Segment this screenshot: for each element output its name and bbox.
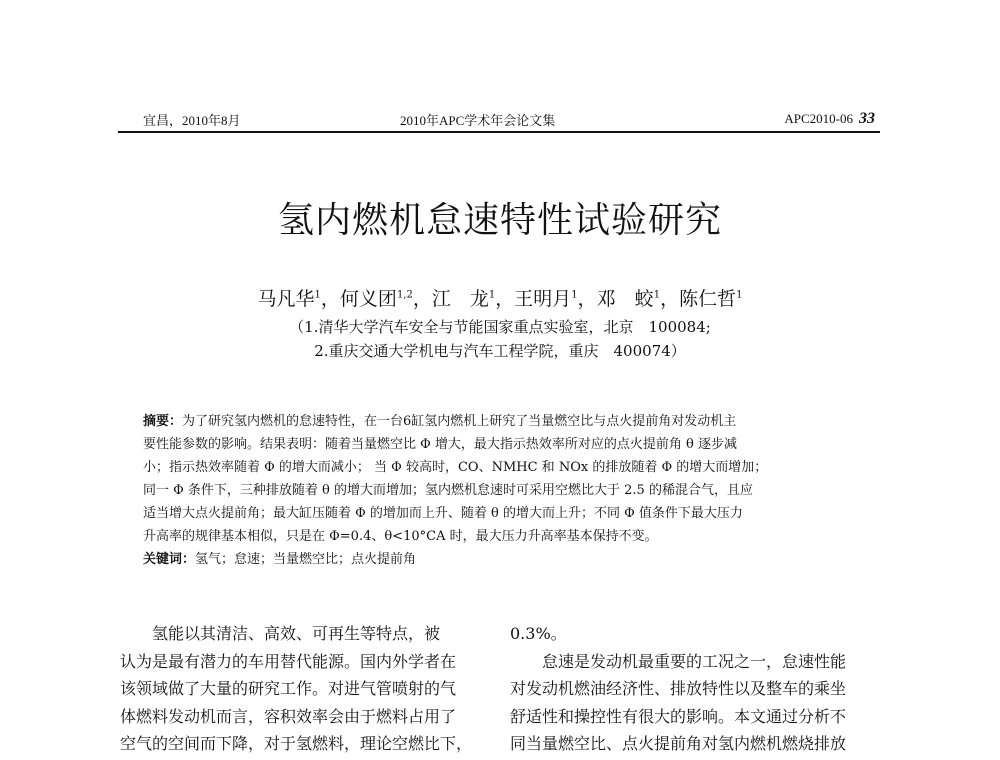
body-line: 舒适性和操控性有很大的影响。本文通过分析不 xyxy=(510,706,847,726)
abstract-label: 摘要： xyxy=(143,414,183,429)
body-line: 该领域做了大量的研究工作。对进气管喷射的气 xyxy=(120,679,457,699)
author-affiliation-mark: 1 xyxy=(653,289,661,301)
author-affiliation-mark: 1 xyxy=(736,289,743,301)
body-line: 怠速是发动机最重要的工况之一，怠速性能 xyxy=(510,651,847,671)
separator: ， xyxy=(660,288,680,310)
separator: ， xyxy=(412,288,432,310)
abstract-line: 适当增大点火提前角；最大缸压随着 Φ 的增加而上升、随着 θ 的增大而上升；不同 Φ 值条件下最大压力 xyxy=(143,506,743,521)
author-list xyxy=(0,284,1000,311)
author-affiliation-mark: 1 xyxy=(571,289,578,301)
separator: ， xyxy=(495,288,515,310)
author xyxy=(258,288,321,310)
body-line: 空气的空间而下降，对于氢燃料，理论空燃比下， xyxy=(120,734,473,754)
body-line: 体燃料发动机而言，容积效率会由于燃料占用了 xyxy=(120,706,457,726)
author-name: 江 龙 xyxy=(431,288,489,310)
abstract-line: 要性能参数的影响。结果表明：随着当量燃空比 Φ 增大，最大指示热效率所对应的点火提前角 θ 逐步减 xyxy=(143,437,738,452)
keywords-label: 关键词： xyxy=(143,552,196,567)
body-line: 氢能以其清洁、高效、可再生等特点，被 xyxy=(120,624,441,643)
body-left-column xyxy=(120,620,472,758)
body-line: 0.3%。 xyxy=(510,624,567,643)
abstract-line: 摘要：为了研究氢内燃机的怠速特性，在一台6缸氢内燃机上研究了当量燃空比与点火提前角对发动机主 xyxy=(143,414,737,429)
paper-code: APC2010-06 xyxy=(784,111,853,126)
author-affiliation-mark: 1 xyxy=(488,289,496,301)
body-right-column xyxy=(510,620,846,758)
author-name: 马凡华 xyxy=(257,288,315,310)
header-venue-date: 宜昌，2010年8月 xyxy=(143,113,241,128)
keywords: 关键词：氢气；怠速；当量燃空比；点火提前角 xyxy=(143,552,417,567)
author xyxy=(597,288,660,310)
body-line: 同当量燃空比、点火提前角对氢内燃机燃烧排放 xyxy=(510,734,847,754)
author-name: 陈仁哲 xyxy=(679,288,737,310)
author-name: 何义团 xyxy=(339,288,397,310)
header-proceedings: 2010年APC学术年会论文集 xyxy=(400,113,556,128)
author-affiliation-mark: 1,2 xyxy=(396,289,413,301)
separator: ， xyxy=(320,288,340,310)
abstract-line: 同一 Φ 条件下，三种排放随着 θ 的增大而增加；氢内燃机怠速时可采用空燃比大于 2.5 的稀混合气，且应 xyxy=(143,483,753,498)
body-line: 认为是最有潜力的车用替代能源。国内外学者在 xyxy=(120,651,457,671)
author-affiliation-mark: 1 xyxy=(314,289,321,301)
header-right xyxy=(784,110,875,128)
paper-title: 氢内燃机怠速特性试验研究 xyxy=(277,200,722,241)
separator: ， xyxy=(577,288,597,310)
author xyxy=(514,288,577,310)
affiliation-1: （1.清华大学汽车安全与节能国家重点实验室，北京 100084; xyxy=(289,318,711,336)
author xyxy=(340,288,413,310)
author-name: 邓 蛟 xyxy=(596,288,654,310)
body-line: 对发动机燃油经济性、排放特性以及整车的乘坐 xyxy=(510,679,847,699)
abstract-line: 小；指示热效率随着 Φ 的增大而减小； 当 Φ 较高时，CO、NMHC 和 NOx 的排放随着 Φ 的增大而增加； xyxy=(143,460,768,475)
author xyxy=(432,288,495,310)
affiliation-2: 2.重庆交通大学机电与汽车工程学院，重庆 400074） xyxy=(314,342,686,360)
page-number: 33 xyxy=(859,110,875,127)
author xyxy=(679,288,742,310)
abstract-line: 升高率的规律基本相似，只是在 Φ=0.4、θ<10°CA 时，最大压力升高率基本保持不变。 xyxy=(143,529,658,544)
header-rule xyxy=(118,131,880,133)
author-name: 王明月 xyxy=(514,288,572,310)
